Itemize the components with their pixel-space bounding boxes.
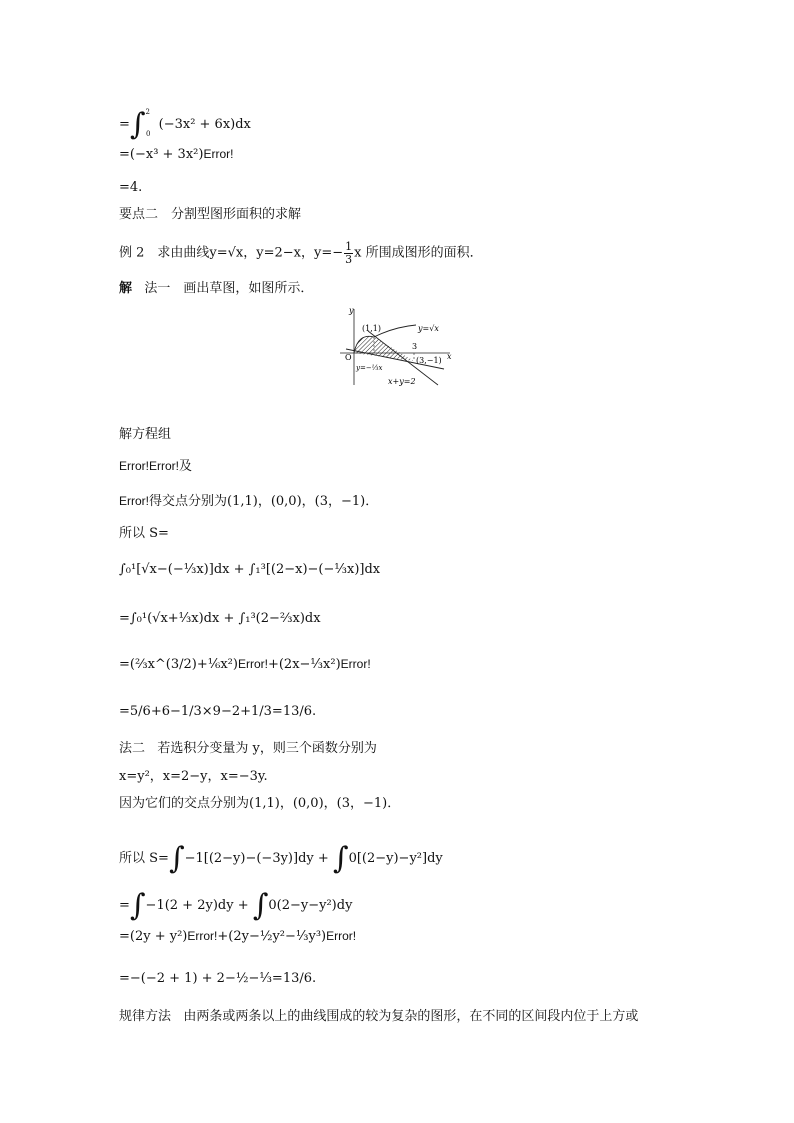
denominator: 3 <box>345 252 353 266</box>
and-char: 及 <box>179 459 193 474</box>
numerator: 1 <box>345 240 353 253</box>
law-line <box>119 1010 638 1023</box>
m2-intersections: 因为它们的交点分别为(1,1)，(0,0)，(3，−1)． <box>119 796 401 811</box>
m2-line-1 <box>119 838 443 876</box>
error-text: Error! <box>203 147 234 161</box>
equation-line-3: =4. <box>119 180 143 195</box>
integral-sign: ∫ <box>129 107 146 142</box>
m2-antideriv-1: =(2y + y²) <box>119 929 188 944</box>
m2-funcs: x=y²，x=2−y，x=−3y. <box>119 769 268 784</box>
section-heading: 要点二 分割型图形面积的求解 <box>119 207 302 222</box>
curve-sqrt-label: y=√x <box>418 324 439 333</box>
sketch-figure <box>334 303 459 389</box>
error-pair: Error!Error! <box>119 459 179 473</box>
example-label: 例 2 求由曲线 <box>119 245 210 261</box>
m1-antideriv-2: +(2x−⅓x²) <box>267 657 341 672</box>
integral-sign: ∫ <box>168 841 185 876</box>
origin-label: O <box>345 353 352 362</box>
m1-line-2: =∫₀¹(√x+⅓x)dx + ∫₁³(2−⅔x)dx <box>119 611 321 626</box>
intersections-line <box>119 495 378 508</box>
integral-sign: ∫ <box>332 841 349 876</box>
error-text: Error! <box>237 657 268 671</box>
so-s-line: 所以 S= <box>119 526 169 541</box>
antiderivative: =(−x³ + 3x²) <box>119 147 204 162</box>
tick-3-label: 3 <box>412 342 418 351</box>
example-2 <box>119 241 483 265</box>
m2-line-4: =−(−2 + 1) + 2−½−⅓=13/6. <box>119 971 317 986</box>
upper-limit: 2 <box>145 108 151 116</box>
intersections-text: 得交点分别为(1,1)，(0,0)，(3，−1)． <box>149 494 379 509</box>
y-axis-label: y <box>349 306 354 315</box>
fraction <box>344 241 353 265</box>
method2-text: 若选积分变量为 y，则三个函数分别为 <box>157 741 377 756</box>
m2-so: 所以 S= <box>119 851 169 866</box>
law-text: 由两条或两条以上的曲线围成的较为复杂的图形，在不同的区间段内位于上方或 <box>183 1009 639 1024</box>
point-3-m1-label: (3,−1) <box>416 356 442 365</box>
integral-sign: ∫ <box>129 888 146 923</box>
point-1-1-label: (1,1) <box>362 324 381 333</box>
integrand: (−3x² + 6x)dx <box>158 117 251 132</box>
method2-label: 法二 <box>119 741 146 756</box>
m2-integral-1: −1[(2−y)−(−3y)]dy + <box>184 851 329 866</box>
m2-integral-3: −1(2 + 2y)dy + <box>145 898 249 913</box>
law-label: 规律方法 <box>119 1009 172 1024</box>
solution-method-1 <box>119 282 313 295</box>
error-single: Error! <box>119 494 149 508</box>
m1-line-4: =5/6+6−1/3×9−2+1/3=13/6. <box>119 704 317 719</box>
m2-integral-4: 0(2−y−y²)dy <box>268 898 353 913</box>
lower-limit: 0 <box>146 130 151 138</box>
x-axis-label: x <box>447 352 452 361</box>
example-tail: x 所围成图形的面积． <box>354 245 483 261</box>
m2-antideriv-2: +(2y−½y²−⅓y³) <box>217 929 327 944</box>
method-2-line <box>119 742 377 755</box>
error-pair-line <box>119 460 192 473</box>
m2-line-3 <box>119 930 356 943</box>
integral-sign: ∫ <box>252 888 269 923</box>
m1-line-1: ∫₀¹[√x−(−⅓x)]dx + ∫₁³[(2−x)−(−⅓x)]dx <box>119 562 381 577</box>
shaded-region <box>354 336 414 361</box>
equation-line-1 <box>119 104 251 142</box>
example-curves: y=√x，y=2−x，y=− <box>209 245 344 261</box>
equals-sign: = <box>119 898 130 913</box>
line-neg-third-label: y=−⅓x <box>356 364 383 372</box>
solution-label: 解 <box>119 281 133 296</box>
m1-line-3 <box>119 658 371 671</box>
error-text: Error! <box>340 657 371 671</box>
error-text: Error! <box>187 929 218 943</box>
line-x-plus-y-label: x+y=2 <box>388 377 416 386</box>
m2-line-2 <box>119 885 353 923</box>
method1-text: 法一 画出草图，如图所示． <box>144 281 314 296</box>
equation-line-2 <box>119 148 233 161</box>
solve-system-text: 解方程组 <box>119 427 172 442</box>
m1-antideriv-1: =(⅔x^(3/2)+⅙x²) <box>119 657 238 672</box>
equals-sign: = <box>119 117 130 132</box>
m2-integral-2: 0[(2−y)−y²]dy <box>348 851 443 866</box>
error-text: Error! <box>326 929 357 943</box>
